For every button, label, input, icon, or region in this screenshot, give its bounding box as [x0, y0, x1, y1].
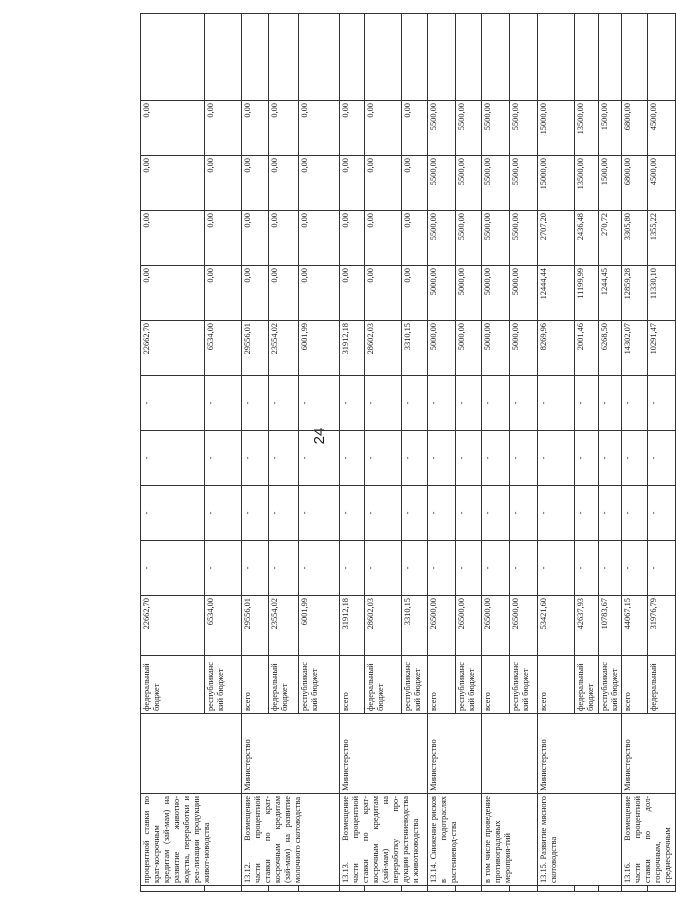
year-value-cell: 0,00	[402, 156, 428, 211]
year-value-cell: 14302,07	[622, 321, 648, 376]
trailing-cell	[141, 14, 205, 101]
year-value-cell: -	[648, 486, 676, 541]
year-value-cell: -	[575, 376, 599, 431]
year-value-cell: -	[599, 376, 622, 431]
year-value-cell: 22662,70	[141, 321, 205, 376]
total-cell: 26500,00	[482, 596, 510, 656]
year-value-cell: -	[269, 486, 299, 541]
year-value-cell: 0,00	[402, 211, 428, 266]
year-value-cell: -	[622, 431, 648, 486]
year-value-cell: 5000,00	[456, 266, 482, 321]
total-cell: 6001,99	[299, 596, 340, 656]
funding-source-cell: республиканский бюджет	[299, 656, 340, 714]
year-value-cell: 5000,00	[482, 266, 510, 321]
trailing-cell	[575, 14, 599, 101]
year-value-cell: 8269,96	[538, 321, 575, 376]
total-cell: 53421,60	[538, 596, 575, 656]
year-value-cell: 0,00	[242, 211, 269, 266]
year-value-cell: -	[299, 376, 340, 431]
year-value-cell: 12444,44	[538, 266, 575, 321]
year-value-cell: 3305,80	[622, 211, 648, 266]
measure-description: процентной ставки по крат-косрочным кредитам (зай-мам) на развитие животно-водства, переработки и реа-лизации продукции живот-новодства	[141, 794, 242, 886]
year-value-cell: 5000,00	[482, 321, 510, 376]
table-row	[141, 14, 205, 892]
executor-cell	[482, 714, 538, 794]
funding-source-cell: федеральный бюджет	[575, 656, 599, 714]
row-margin-cell	[141, 886, 205, 892]
year-value-cell: 11330,10	[648, 266, 676, 321]
year-value-cell: 5500,00	[456, 211, 482, 266]
year-value-cell: 0,00	[365, 211, 402, 266]
year-value-cell: 5500,00	[428, 101, 456, 156]
budget-table	[140, 13, 676, 892]
year-value-cell: 0,00	[205, 211, 242, 266]
year-value-cell: 6001,99	[299, 321, 340, 376]
rotated-table-wrapper	[140, 14, 672, 892]
year-value-cell: -	[575, 486, 599, 541]
total-cell: 26500,00	[456, 596, 482, 656]
year-value-cell: -	[538, 486, 575, 541]
year-value-cell: -	[538, 431, 575, 486]
year-value-cell: -	[269, 541, 299, 596]
year-value-cell: 28602,03	[365, 321, 402, 376]
year-value-cell: 0,00	[340, 211, 365, 266]
year-value-cell: -	[205, 376, 242, 431]
year-value-cell: 5000,00	[428, 321, 456, 376]
total-cell: 3310,15	[402, 596, 428, 656]
trailing-cell	[648, 14, 676, 101]
year-value-cell: 5000,00	[510, 266, 538, 321]
row-margin-cell	[538, 886, 575, 892]
funding-source-cell: республиканский бюджет	[456, 656, 482, 714]
year-value-cell: -	[538, 541, 575, 596]
year-value-cell: -	[482, 486, 510, 541]
trailing-cell	[599, 14, 622, 101]
year-value-cell: 0,00	[269, 211, 299, 266]
year-value-cell: -	[456, 541, 482, 596]
funding-source-cell: всего	[428, 656, 456, 714]
year-value-cell: -	[538, 376, 575, 431]
year-value-cell: -	[365, 486, 402, 541]
year-value-cell: 6800,00	[622, 101, 648, 156]
trailing-cell	[538, 14, 575, 101]
trailing-cell	[242, 14, 269, 101]
year-value-cell: -	[622, 486, 648, 541]
year-value-cell: 0,00	[299, 266, 340, 321]
year-value-cell: 1355,22	[648, 211, 676, 266]
year-value-cell: 6800,00	[622, 156, 648, 211]
year-value-cell: -	[242, 376, 269, 431]
year-value-cell: 4500,00	[648, 101, 676, 156]
executor-cell: Министерство	[622, 714, 676, 794]
year-value-cell: 5500,00	[482, 211, 510, 266]
year-value-cell: -	[622, 376, 648, 431]
total-cell: 28602,03	[365, 596, 402, 656]
year-value-cell: 10291,47	[648, 321, 676, 376]
year-value-cell: -	[402, 486, 428, 541]
year-value-cell: 5500,00	[510, 101, 538, 156]
trailing-cell	[269, 14, 299, 101]
total-cell: 10783,67	[599, 596, 622, 656]
total-cell: 26500,00	[428, 596, 456, 656]
year-value-cell: 0,00	[340, 266, 365, 321]
year-value-cell: 0,00	[205, 101, 242, 156]
executor-cell: Министерство	[428, 714, 482, 794]
year-value-cell: 0,00	[242, 266, 269, 321]
funding-source-cell: республиканский бюджет	[402, 656, 428, 714]
year-value-cell: 6534,00	[205, 321, 242, 376]
year-value-cell: 6268,50	[599, 321, 622, 376]
year-value-cell: 0,00	[299, 156, 340, 211]
year-value-cell: 1244,45	[599, 266, 622, 321]
trailing-cell	[402, 14, 428, 101]
year-value-cell: -	[456, 431, 482, 486]
year-value-cell: -	[205, 486, 242, 541]
year-value-cell: 0,00	[269, 266, 299, 321]
table-row	[538, 14, 575, 892]
measure-description: 13.14. Снижение рисков в подотраслях растениевод-ства	[428, 794, 482, 886]
year-value-cell: 23554,02	[269, 321, 299, 376]
row-margin-cell	[340, 886, 365, 892]
funding-source-cell: всего	[482, 656, 510, 714]
year-value-cell: 0,00	[340, 156, 365, 211]
year-value-cell: 29556,01	[242, 321, 269, 376]
year-value-cell: 0,00	[141, 266, 205, 321]
row-margin-cell	[456, 886, 482, 892]
year-value-cell: 5000,00	[456, 321, 482, 376]
year-value-cell: 0,00	[365, 266, 402, 321]
measure-description: в том числе проведение противоградовых мероприя-тий	[482, 794, 538, 886]
trailing-cell	[299, 14, 340, 101]
year-value-cell: -	[299, 431, 340, 486]
trailing-cell	[622, 14, 648, 101]
year-value-cell: -	[482, 431, 510, 486]
year-value-cell: 0,00	[141, 211, 205, 266]
year-value-cell: 2436,48	[575, 211, 599, 266]
year-value-cell: -	[340, 376, 365, 431]
year-value-cell: -	[648, 376, 676, 431]
measure-description: 13.13. Возмещение части процентной ставки по крат-косрочным кредитам (зай-мам) на переработку про-дукции растениеводства и животноводства	[340, 794, 428, 886]
year-value-cell: 0,00	[205, 156, 242, 211]
year-value-cell: -	[141, 486, 205, 541]
year-value-cell: 5500,00	[510, 156, 538, 211]
year-value-cell: 5500,00	[428, 211, 456, 266]
year-value-cell: -	[599, 431, 622, 486]
year-value-cell: 0,00	[402, 101, 428, 156]
year-value-cell: 31912,18	[340, 321, 365, 376]
row-margin-cell	[365, 886, 402, 892]
year-value-cell: -	[365, 376, 402, 431]
total-cell: 6534,00	[205, 596, 242, 656]
year-value-cell: 0,00	[242, 101, 269, 156]
year-value-cell: -	[402, 541, 428, 596]
year-value-cell: -	[428, 431, 456, 486]
total-cell: 29556,01	[242, 596, 269, 656]
funding-source-cell: всего	[538, 656, 575, 714]
year-value-cell: 2707,20	[538, 211, 575, 266]
year-value-cell: -	[141, 541, 205, 596]
year-value-cell: 5500,00	[456, 156, 482, 211]
year-value-cell: 0,00	[269, 101, 299, 156]
row-margin-cell	[205, 886, 242, 892]
row-margin-cell	[242, 886, 269, 892]
year-value-cell: 15000,00	[538, 101, 575, 156]
year-value-cell: -	[402, 431, 428, 486]
total-cell: 31912,18	[340, 596, 365, 656]
year-value-cell: 5000,00	[510, 321, 538, 376]
executor-cell: Министерство	[538, 714, 622, 794]
trailing-cell	[205, 14, 242, 101]
year-value-cell: 0,00	[365, 101, 402, 156]
funding-source-cell: федеральный бюджет	[365, 656, 402, 714]
year-value-cell: -	[648, 431, 676, 486]
measure-description: 13.12. Возмещение части процентной ставки по крат-косрочным кредитам (зай-мам) на развитие молочного скотоводства	[242, 794, 340, 886]
table-row	[340, 14, 365, 892]
year-value-cell: 0,00	[141, 101, 205, 156]
year-value-cell: -	[141, 431, 205, 486]
year-value-cell: 2001,46	[575, 321, 599, 376]
measure-description: 13.16. Возмещение части процентной ставки по дол-госрочным, среднесрочным	[622, 794, 676, 886]
measure-description: 13.15. Развитие мясного скотоводства	[538, 794, 622, 886]
executor-cell: Министерство	[340, 714, 428, 794]
year-value-cell: 0,00	[299, 211, 340, 266]
row-margin-cell	[428, 886, 456, 892]
year-value-cell: -	[575, 431, 599, 486]
year-value-cell: -	[599, 486, 622, 541]
year-value-cell: 4500,00	[648, 156, 676, 211]
trailing-cell	[340, 14, 365, 101]
row-margin-cell	[575, 886, 599, 892]
total-cell: 44067,15	[622, 596, 648, 656]
year-value-cell: -	[510, 486, 538, 541]
funding-source-cell: всего	[622, 656, 648, 714]
funding-source-cell: республиканский бюджет	[510, 656, 538, 714]
year-value-cell: 0,00	[299, 101, 340, 156]
year-value-cell: -	[482, 541, 510, 596]
year-value-cell: -	[482, 376, 510, 431]
year-value-cell: 13500,00	[575, 101, 599, 156]
year-value-cell: 13500,00	[575, 156, 599, 211]
year-value-cell: 15000,00	[538, 156, 575, 211]
year-value-cell: 3310,15	[402, 321, 428, 376]
row-margin-cell	[269, 886, 299, 892]
total-cell: 23554,02	[269, 596, 299, 656]
year-value-cell: -	[299, 486, 340, 541]
year-value-cell: 5500,00	[510, 211, 538, 266]
year-value-cell: 270,72	[599, 211, 622, 266]
table-body	[141, 14, 676, 892]
year-value-cell: -	[428, 486, 456, 541]
row-margin-cell	[599, 886, 622, 892]
row-margin-cell	[402, 886, 428, 892]
funding-source-cell: республиканский бюджет	[599, 656, 622, 714]
funding-source-cell: всего	[340, 656, 365, 714]
year-value-cell: -	[599, 541, 622, 596]
table-row	[482, 14, 510, 892]
funding-source-cell: федеральный	[648, 656, 676, 714]
funding-source-cell: федеральный бюджет	[141, 656, 205, 714]
row-margin-cell	[648, 886, 676, 892]
year-value-cell: -	[510, 376, 538, 431]
year-value-cell: -	[242, 486, 269, 541]
year-value-cell: -	[205, 541, 242, 596]
year-value-cell: 0,00	[205, 266, 242, 321]
row-margin-cell	[510, 886, 538, 892]
year-value-cell: -	[365, 431, 402, 486]
funding-source-cell: всего	[242, 656, 269, 714]
total-cell: 31976,79	[648, 596, 676, 656]
trailing-cell	[365, 14, 402, 101]
year-value-cell: -	[648, 541, 676, 596]
total-cell: 22662,70	[141, 596, 205, 656]
year-value-cell: -	[242, 541, 269, 596]
year-value-cell: -	[340, 431, 365, 486]
year-value-cell: 11199,99	[575, 266, 599, 321]
year-value-cell: -	[510, 431, 538, 486]
year-value-cell: -	[428, 541, 456, 596]
trailing-cell	[510, 14, 538, 101]
table-row	[242, 14, 269, 892]
year-value-cell: -	[242, 431, 269, 486]
row-margin-cell	[482, 886, 510, 892]
year-value-cell: -	[205, 431, 242, 486]
year-value-cell: 0,00	[141, 156, 205, 211]
year-value-cell: 0,00	[365, 156, 402, 211]
year-value-cell: 12859,28	[622, 266, 648, 321]
year-value-cell: -	[340, 486, 365, 541]
page-number: 24	[311, 427, 328, 445]
year-value-cell: -	[456, 486, 482, 541]
year-value-cell: 0,00	[242, 156, 269, 211]
total-cell: 26500,00	[510, 596, 538, 656]
year-value-cell: 5500,00	[428, 156, 456, 211]
year-value-cell: -	[269, 376, 299, 431]
year-value-cell: 1500,00	[599, 101, 622, 156]
year-value-cell: -	[340, 541, 365, 596]
year-value-cell: -	[269, 431, 299, 486]
trailing-cell	[428, 14, 456, 101]
table-row	[428, 14, 456, 892]
year-value-cell: 5500,00	[482, 156, 510, 211]
table-row	[622, 14, 648, 892]
year-value-cell: 5000,00	[428, 266, 456, 321]
year-value-cell: 5500,00	[456, 101, 482, 156]
year-value-cell: 5500,00	[482, 101, 510, 156]
year-value-cell: -	[402, 376, 428, 431]
executor-cell	[141, 714, 242, 794]
year-value-cell: -	[456, 376, 482, 431]
year-value-cell: -	[141, 376, 205, 431]
row-margin-cell	[622, 886, 648, 892]
year-value-cell: -	[575, 541, 599, 596]
year-value-cell: -	[510, 541, 538, 596]
year-value-cell: -	[365, 541, 402, 596]
year-value-cell: -	[299, 541, 340, 596]
row-margin-cell	[299, 886, 340, 892]
year-value-cell: 1500,00	[599, 156, 622, 211]
year-value-cell: 0,00	[269, 156, 299, 211]
trailing-cell	[482, 14, 510, 101]
funding-source-cell: федеральный бюджет	[269, 656, 299, 714]
year-value-cell: -	[622, 541, 648, 596]
trailing-cell	[456, 14, 482, 101]
executor-cell: Министерство	[242, 714, 340, 794]
year-value-cell: 0,00	[340, 101, 365, 156]
year-value-cell: -	[428, 376, 456, 431]
total-cell: 42637,93	[575, 596, 599, 656]
year-value-cell: 0,00	[402, 266, 428, 321]
funding-source-cell: республиканский бюджет	[205, 656, 242, 714]
